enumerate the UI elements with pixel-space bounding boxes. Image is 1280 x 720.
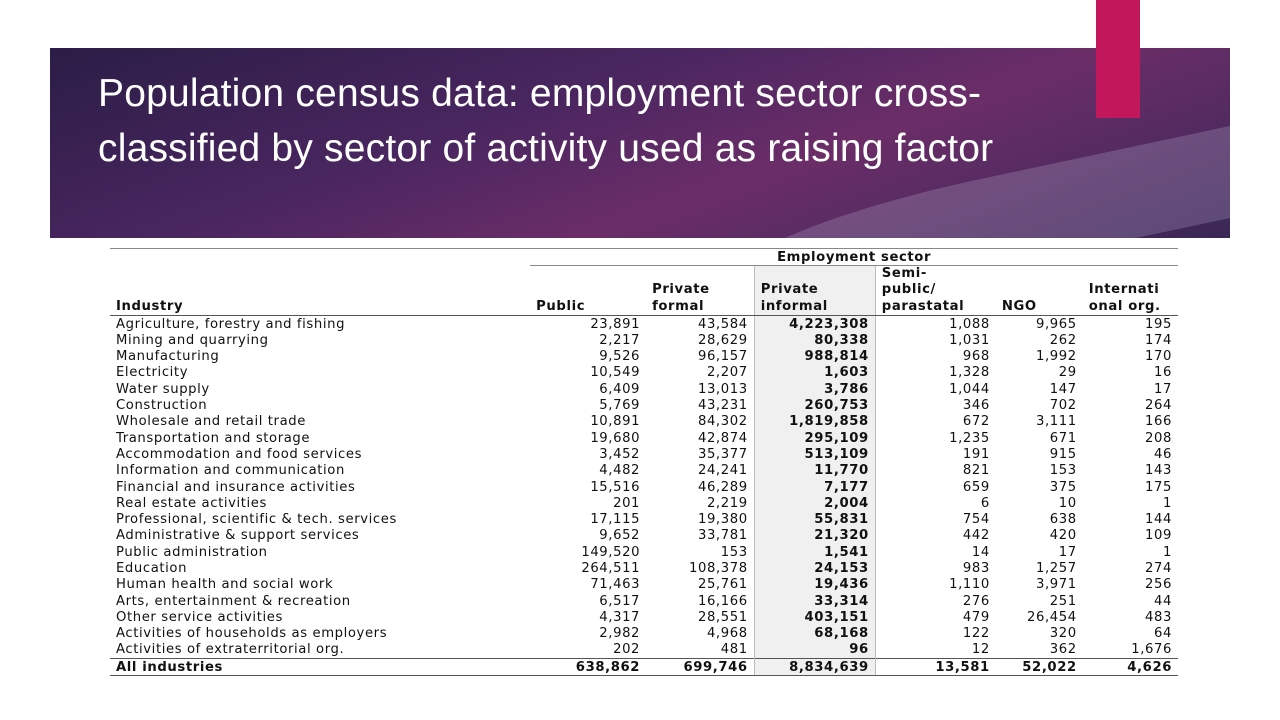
total-private-formal-cell: 699,746 bbox=[646, 659, 754, 676]
semi-public-cell: 14 bbox=[971, 544, 990, 560]
col-header-private-formal-line-2: formal bbox=[652, 298, 705, 314]
international-cell: 264 bbox=[1145, 398, 1172, 414]
private-informal-cell: 260,753 bbox=[754, 397, 875, 413]
semi-public-cell: 191 bbox=[962, 446, 990, 462]
private-informal-cell: 11,770 bbox=[754, 463, 875, 479]
industry-cell: Real estate activities bbox=[116, 495, 267, 511]
industry-cell: Administrative & support services bbox=[116, 528, 360, 544]
industry-cell: Electricity bbox=[116, 365, 189, 381]
col-header-private-formal-line-1: Private bbox=[652, 282, 710, 298]
semi-public-cell: 12 bbox=[971, 642, 990, 658]
private-formal-cell: 28,629 bbox=[697, 332, 748, 348]
private-formal-cell: 16,166 bbox=[697, 593, 748, 609]
table-row bbox=[110, 593, 1178, 609]
ngo-cell: 17 bbox=[1058, 544, 1077, 560]
col-header-private-informal-line-2: informal bbox=[760, 298, 828, 314]
total-row bbox=[110, 659, 1178, 676]
ngo-cell: 251 bbox=[1049, 593, 1077, 609]
table-row bbox=[110, 414, 1178, 430]
public-cell: 5,769 bbox=[599, 398, 641, 414]
public-cell: 23,891 bbox=[590, 316, 641, 332]
private-informal-cell: 2,004 bbox=[754, 495, 875, 511]
group-header-spacer bbox=[110, 249, 530, 266]
col-header-ngo: NGO bbox=[996, 266, 1083, 316]
private-informal-cell: 96 bbox=[754, 642, 875, 659]
private-informal-cell: 19,436 bbox=[754, 577, 875, 593]
public-cell: 264,511 bbox=[581, 560, 641, 576]
international-cell: 1,676 bbox=[1131, 642, 1172, 658]
table-row bbox=[110, 430, 1178, 446]
semi-public-cell: 983 bbox=[962, 560, 990, 576]
semi-public-cell: 122 bbox=[962, 626, 990, 642]
industry-cell: Information and communication bbox=[116, 463, 345, 479]
industry-cell: Mining and quarrying bbox=[116, 332, 269, 348]
international-cell: 144 bbox=[1145, 512, 1172, 528]
public-cell: 17,115 bbox=[590, 512, 641, 528]
international-cell: 64 bbox=[1154, 626, 1172, 642]
table-row bbox=[110, 446, 1178, 462]
public-cell: 71,463 bbox=[590, 577, 641, 593]
table-row bbox=[110, 332, 1178, 348]
table-row bbox=[110, 626, 1178, 642]
col-header-international bbox=[1083, 266, 1178, 316]
international-cell: 46 bbox=[1154, 446, 1172, 462]
semi-public-cell: 1,088 bbox=[949, 316, 990, 332]
industry-cell: Agriculture, forestry and fishing bbox=[116, 316, 346, 332]
international-cell: 208 bbox=[1145, 430, 1172, 446]
semi-public-cell: 1,328 bbox=[949, 365, 990, 381]
table-row bbox=[110, 463, 1178, 479]
ngo-cell: 153 bbox=[1049, 463, 1077, 479]
ngo-cell: 29 bbox=[1058, 365, 1077, 381]
private-formal-cell: 43,231 bbox=[697, 398, 748, 414]
industry-cell: Arts, entertainment & recreation bbox=[116, 593, 351, 609]
public-cell: 4,317 bbox=[599, 609, 641, 625]
slide-title-line-1: Population census data: employment sector cross- bbox=[98, 72, 982, 115]
semi-public-cell: 346 bbox=[962, 398, 990, 414]
industry-cell: Activities of extraterritorial org. bbox=[116, 642, 345, 658]
industry-cell: Transportation and storage bbox=[116, 430, 311, 446]
semi-public-cell: 6 bbox=[980, 495, 990, 511]
ngo-cell: 147 bbox=[1049, 381, 1077, 397]
table-row bbox=[110, 609, 1178, 625]
private-formal-cell: 4,968 bbox=[706, 626, 748, 642]
table-row bbox=[110, 348, 1178, 364]
public-cell: 6,517 bbox=[599, 593, 641, 609]
private-formal-cell: 153 bbox=[720, 544, 748, 560]
international-cell: 483 bbox=[1145, 609, 1172, 625]
semi-public-cell: 1,044 bbox=[949, 381, 990, 397]
private-formal-cell: 96,157 bbox=[697, 349, 748, 365]
international-cell: 174 bbox=[1145, 332, 1172, 348]
ngo-cell: 1,992 bbox=[1036, 349, 1077, 365]
public-cell: 15,516 bbox=[590, 479, 641, 495]
total-private-informal-cell: 8,834,639 bbox=[754, 659, 875, 676]
semi-public-cell: 672 bbox=[962, 414, 990, 430]
private-formal-cell: 13,013 bbox=[697, 381, 748, 397]
private-informal-cell: 295,109 bbox=[754, 430, 875, 446]
private-informal-cell: 24,153 bbox=[754, 560, 875, 576]
col-header-public: Public bbox=[530, 266, 646, 316]
ngo-cell: 3,111 bbox=[1036, 414, 1077, 430]
public-cell: 9,652 bbox=[599, 528, 641, 544]
total-international-cell: 4,626 bbox=[1083, 659, 1178, 676]
table-row bbox=[110, 511, 1178, 527]
private-formal-cell: 481 bbox=[720, 642, 748, 658]
table-row bbox=[110, 544, 1178, 560]
table-row bbox=[110, 381, 1178, 397]
private-informal-cell: 55,831 bbox=[754, 511, 875, 527]
private-informal-cell: 1,541 bbox=[754, 544, 875, 560]
semi-public-cell: 442 bbox=[962, 528, 990, 544]
international-cell: 143 bbox=[1145, 463, 1172, 479]
industry-cell: Professional, scientific & tech. services bbox=[116, 512, 397, 528]
private-informal-cell: 4,223,308 bbox=[754, 315, 875, 332]
table-row bbox=[110, 495, 1178, 511]
private-formal-cell: 35,377 bbox=[697, 446, 748, 462]
semi-public-cell: 479 bbox=[962, 609, 990, 625]
private-informal-cell: 3,786 bbox=[754, 381, 875, 397]
ngo-cell: 10 bbox=[1058, 495, 1077, 511]
ngo-cell: 3,971 bbox=[1036, 577, 1077, 593]
private-informal-cell: 21,320 bbox=[754, 528, 875, 544]
private-formal-cell: 84,302 bbox=[697, 414, 748, 430]
private-formal-cell: 24,241 bbox=[697, 463, 748, 479]
ngo-cell: 362 bbox=[1049, 642, 1077, 658]
international-cell: 16 bbox=[1154, 365, 1172, 381]
col-header-private-informal bbox=[754, 266, 875, 316]
col-header-semi-public-line-2: public/ bbox=[881, 282, 936, 298]
ngo-cell: 9,965 bbox=[1036, 316, 1077, 332]
ngo-cell: 262 bbox=[1049, 332, 1077, 348]
public-cell: 202 bbox=[613, 642, 641, 658]
international-cell: 170 bbox=[1145, 349, 1172, 365]
private-formal-cell: 28,551 bbox=[697, 609, 748, 625]
table-header bbox=[110, 249, 1178, 316]
industry-cell: Education bbox=[116, 560, 188, 576]
industry-cell: Wholesale and retail trade bbox=[116, 414, 306, 430]
public-cell: 19,680 bbox=[590, 430, 641, 446]
public-cell: 4,482 bbox=[599, 463, 641, 479]
semi-public-cell: 968 bbox=[962, 349, 990, 365]
public-cell: 9,526 bbox=[599, 349, 641, 365]
table-row bbox=[110, 560, 1178, 576]
table-row bbox=[110, 315, 1178, 332]
private-informal-cell: 68,168 bbox=[754, 626, 875, 642]
industry-cell: Accommodation and food services bbox=[116, 446, 363, 462]
private-formal-cell: 43,584 bbox=[697, 316, 748, 332]
total-ngo-cell: 52,022 bbox=[996, 659, 1083, 676]
private-formal-cell: 33,781 bbox=[697, 528, 748, 544]
industry-cell: Other service activities bbox=[116, 609, 283, 625]
table-row bbox=[110, 479, 1178, 495]
slide-title-line-2: classified by sector of activity used as raising factor bbox=[98, 127, 994, 170]
private-formal-cell: 25,761 bbox=[697, 577, 748, 593]
industry-cell: Water supply bbox=[116, 381, 210, 397]
international-cell: 175 bbox=[1145, 479, 1172, 495]
private-informal-cell: 1,819,858 bbox=[754, 414, 875, 430]
industry-cell: Public administration bbox=[116, 544, 268, 560]
col-header-semi-public-line-1: Semi- bbox=[881, 266, 927, 281]
total-semi-public-cell: 13,581 bbox=[875, 659, 996, 676]
international-cell: 166 bbox=[1145, 414, 1172, 430]
international-cell: 256 bbox=[1145, 577, 1172, 593]
ngo-cell: 420 bbox=[1049, 528, 1077, 544]
private-informal-cell: 33,314 bbox=[754, 593, 875, 609]
col-header-semi-public-line-3: parastatal bbox=[881, 298, 965, 314]
semi-public-cell: 659 bbox=[962, 479, 990, 495]
private-informal-cell: 513,109 bbox=[754, 446, 875, 462]
ngo-cell: 702 bbox=[1049, 398, 1077, 414]
international-cell: 274 bbox=[1145, 560, 1172, 576]
public-cell: 3,452 bbox=[599, 446, 641, 462]
private-informal-cell: 988,814 bbox=[754, 348, 875, 364]
ngo-cell: 375 bbox=[1049, 479, 1077, 495]
international-cell: 17 bbox=[1154, 381, 1172, 397]
public-cell: 201 bbox=[613, 495, 641, 511]
table-row bbox=[110, 577, 1178, 593]
col-header-industry: Industry bbox=[110, 266, 530, 316]
col-header-private-informal-line-1: Private bbox=[760, 282, 819, 298]
semi-public-cell: 1,235 bbox=[949, 430, 990, 446]
semi-public-cell: 1,031 bbox=[949, 332, 990, 348]
private-informal-cell: 80,338 bbox=[754, 332, 875, 348]
ngo-cell: 1,257 bbox=[1036, 560, 1077, 576]
col-header-private-formal bbox=[646, 266, 754, 316]
ngo-cell: 320 bbox=[1049, 626, 1077, 642]
table-row bbox=[110, 365, 1178, 381]
table-row bbox=[110, 642, 1178, 659]
public-cell: 10,891 bbox=[590, 414, 641, 430]
table-body bbox=[110, 315, 1178, 676]
semi-public-cell: 754 bbox=[962, 512, 990, 528]
table-row bbox=[110, 397, 1178, 413]
public-cell: 149,520 bbox=[581, 544, 641, 560]
group-header-row bbox=[110, 249, 1178, 266]
international-cell: 109 bbox=[1145, 528, 1172, 544]
industry-cell: Manufacturing bbox=[116, 349, 220, 365]
ngo-cell: 915 bbox=[1049, 446, 1077, 462]
col-header-international-line-2: onal org. bbox=[1088, 298, 1161, 314]
table-row bbox=[110, 528, 1178, 544]
industry-cell: Construction bbox=[116, 398, 208, 414]
international-cell: 1 bbox=[1163, 544, 1172, 560]
public-cell: 6,409 bbox=[599, 381, 641, 397]
col-header-international-line-1: Internati bbox=[1088, 282, 1160, 298]
semi-public-cell: 276 bbox=[962, 593, 990, 609]
public-cell: 2,217 bbox=[599, 332, 641, 348]
private-formal-cell: 42,874 bbox=[697, 430, 748, 446]
private-formal-cell: 2,207 bbox=[706, 365, 748, 381]
census-table bbox=[110, 248, 1178, 676]
industry-cell: Human health and social work bbox=[116, 577, 334, 593]
international-cell: 44 bbox=[1154, 593, 1172, 609]
private-formal-cell: 46,289 bbox=[697, 479, 748, 495]
column-header-row bbox=[110, 266, 1178, 316]
industry-cell: Financial and insurance activities bbox=[116, 479, 356, 495]
semi-public-cell: 821 bbox=[962, 463, 990, 479]
private-informal-cell: 403,151 bbox=[754, 609, 875, 625]
industry-cell: Activities of households as employers bbox=[116, 626, 388, 642]
public-cell: 2,982 bbox=[599, 626, 641, 642]
private-formal-cell: 108,378 bbox=[688, 560, 748, 576]
ngo-cell: 671 bbox=[1049, 430, 1077, 446]
total-public-cell: 638,862 bbox=[530, 659, 646, 676]
private-formal-cell: 19,380 bbox=[697, 512, 748, 528]
ngo-cell: 26,454 bbox=[1027, 609, 1077, 625]
slide-title bbox=[98, 66, 1198, 176]
private-formal-cell: 2,219 bbox=[706, 495, 748, 511]
public-cell: 10,549 bbox=[590, 365, 641, 381]
international-cell: 195 bbox=[1145, 316, 1172, 332]
col-header-semi-public bbox=[875, 266, 996, 316]
total-industry-cell: All industries bbox=[110, 659, 530, 676]
semi-public-cell: 1,110 bbox=[949, 577, 990, 593]
private-informal-cell: 7,177 bbox=[754, 479, 875, 495]
international-cell: 1 bbox=[1163, 495, 1172, 511]
private-informal-cell: 1,603 bbox=[754, 365, 875, 381]
employment-sector-header: Employment sector bbox=[530, 249, 1178, 266]
ngo-cell: 638 bbox=[1049, 512, 1077, 528]
